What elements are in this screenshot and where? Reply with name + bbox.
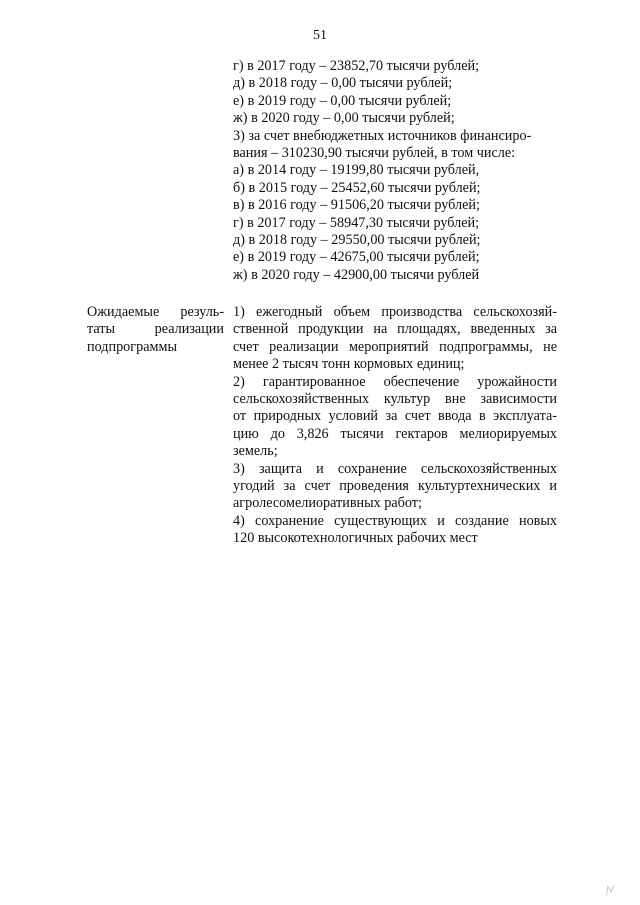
- expected-results-label: [87, 304, 224, 356]
- label-word: Ожидаемые: [87, 304, 160, 320]
- result-line: земель;: [233, 443, 278, 460]
- result-line: 4) сохранение существующих и создание новых: [233, 512, 557, 529]
- label-word: резуль-: [180, 304, 224, 320]
- label-word: реализации: [154, 321, 224, 338]
- result-line: счет реализации мероприятий подпрограммы, не: [233, 338, 557, 355]
- result-line: угодий за счет проведения культуртехнических и: [233, 477, 557, 494]
- funding-line: д) в 2018 году – 0,00 тысячи рублей;: [233, 75, 453, 92]
- label-line: [87, 304, 224, 321]
- funding-line: г) в 2017 году – 23852,70 тысячи рублей;: [233, 58, 480, 74]
- result-line: цию до 3,826 тысячи гектаров мелиорируемых: [233, 425, 557, 442]
- result-line: сельскохозяйственных культур вне зависимости: [233, 390, 557, 407]
- funding-continuation: [233, 58, 563, 284]
- result-line: ственной продукции на площадях, введенных за: [233, 321, 557, 338]
- result-line: 120 высокотехнологичных рабочих мест: [233, 530, 478, 547]
- funding-line: г) в 2017 году – 58947,30 тысячи рублей;: [233, 214, 480, 231]
- funding-line: 3) за счет внебюджетных источников финансиро-: [233, 127, 532, 144]
- page-number: 51: [313, 28, 327, 43]
- funding-line: а) в 2014 году – 19199,80 тысячи рублей,: [233, 162, 480, 179]
- result-line: от природных условий за счет ввода в эксплуата-: [233, 408, 557, 425]
- funding-line: ж) в 2020 году – 0,00 тысячи рублей;: [233, 110, 455, 127]
- result-line: 2) гарантированное обеспечение урожайности: [233, 373, 557, 390]
- result-line: агролесомелиоративных работ;: [233, 495, 422, 512]
- result-line: менее 2 тысяч тонн кормовых единиц;: [233, 356, 465, 373]
- result-line: 1) ежегодный объем производства сельскохозяй-: [233, 304, 557, 320]
- funding-line: б) в 2015 году – 25452,60 тысячи рублей;: [233, 179, 481, 196]
- funding-line: е) в 2019 году – 42675,00 тысячи рублей;: [233, 249, 480, 266]
- funding-line: ж) в 2020 году – 42900,00 тысячи рублей: [233, 266, 480, 283]
- label-line: [87, 321, 224, 338]
- label-word: подпрограммы: [87, 338, 177, 355]
- funding-line: вания – 310230,90 тысячи рублей, в том числе:: [233, 144, 516, 161]
- funding-line: е) в 2019 году – 0,00 тысячи рублей;: [233, 92, 452, 109]
- result-line: 3) защита и сохранение сельскохозяйственных: [233, 460, 557, 477]
- funding-line: д) в 2018 году – 29550,00 тысячи рублей;: [233, 231, 481, 248]
- label-word: таты: [87, 321, 116, 338]
- scan-mark-icon: [601, 881, 619, 899]
- expected-results-text: [233, 304, 557, 547]
- label-line: [87, 339, 224, 356]
- funding-line: в) в 2016 году – 91506,20 тысячи рублей;: [233, 197, 480, 214]
- corner-scan-mark: [601, 881, 619, 899]
